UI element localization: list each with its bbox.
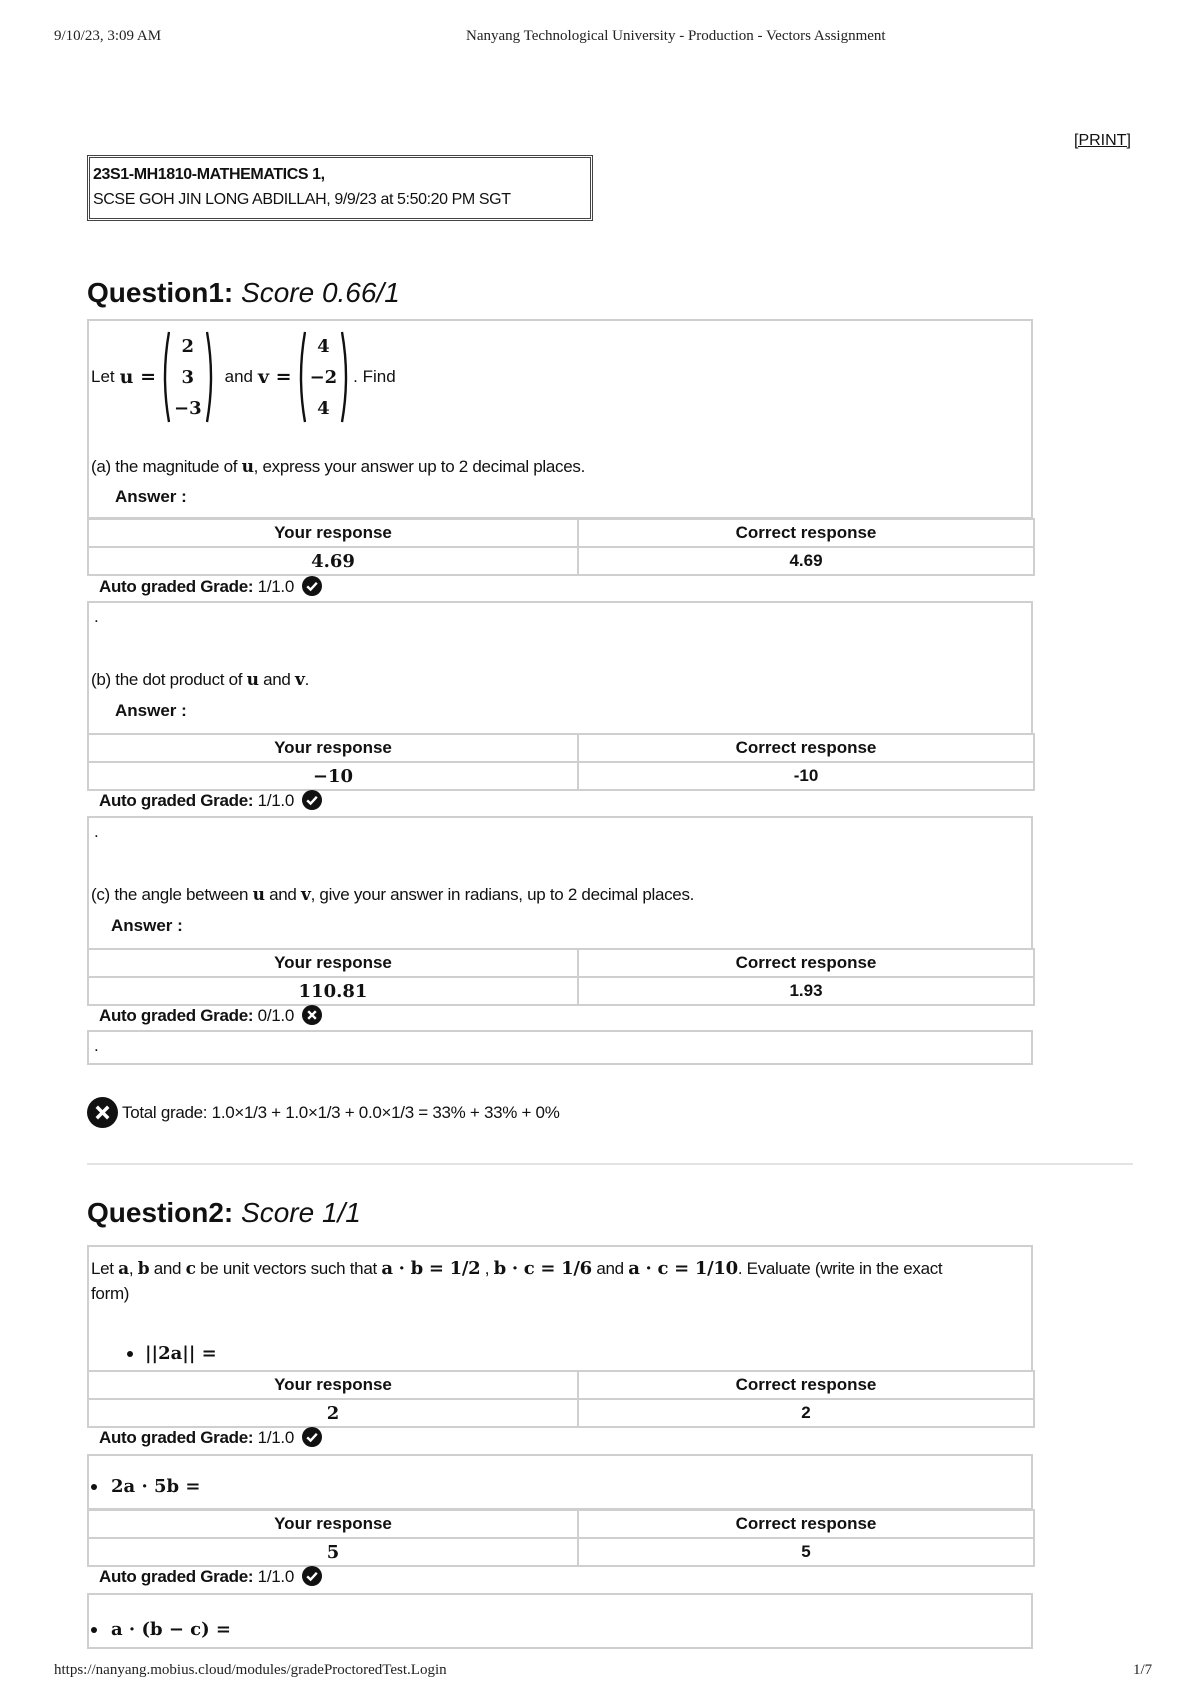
a-symbol: a	[118, 1259, 129, 1279]
check-circle-icon	[302, 1566, 322, 1586]
question2-part-3-expr	[91, 1619, 231, 1640]
question1-feedback-box	[87, 1030, 1033, 1065]
prompt-text: (b) the dot product of	[91, 670, 247, 689]
check-circle-icon	[302, 790, 322, 810]
your-response-header: Your response	[88, 519, 578, 547]
grade-value: 1/1.0	[257, 1567, 294, 1586]
bullet	[127, 1351, 133, 1357]
question1-part-b-prompt	[91, 670, 309, 690]
question2-part-1-box	[87, 1245, 1033, 1372]
x-circle-icon	[87, 1097, 118, 1128]
grade-label: Auto graded Grade:	[99, 1428, 254, 1447]
check-circle-icon	[302, 576, 322, 596]
student-info: SCSE GOH JIN LONG ABDILLAH, 9/9/23 at 5:50:20 PM SGT	[93, 191, 511, 208]
correct-response-header: Correct response	[578, 734, 1034, 762]
u-symbol: u =	[119, 366, 156, 388]
v-symbol: v =	[257, 366, 292, 388]
question2-intro	[91, 1258, 942, 1279]
prompt-text: . Evaluate (write in the exact	[737, 1259, 943, 1278]
u-symbol: u	[252, 885, 265, 905]
equation: b · c = 1/6	[493, 1258, 592, 1279]
print-link[interactable]: [PRINT]	[1074, 132, 1131, 149]
question-divider	[87, 1163, 1133, 1165]
dot-text: .	[94, 822, 99, 841]
v-vector-entry: 4	[317, 397, 330, 419]
your-response-header: Your response	[88, 1371, 578, 1399]
correct-response-header: Correct response	[578, 519, 1034, 547]
question2-part-1-expr	[127, 1343, 217, 1364]
course-info-box	[87, 155, 593, 221]
prompt-text: ,	[128, 1259, 138, 1278]
prompt-text: and	[264, 885, 301, 904]
u-vector-entry: 2	[181, 335, 195, 357]
prompt-text: Let	[91, 1259, 119, 1278]
question1-part-c-response-table	[87, 948, 1035, 1006]
v-vector	[296, 330, 352, 424]
question1-label: Question1:	[87, 277, 234, 308]
question1-part-c-box	[87, 816, 1033, 950]
question1-part-a-prompt	[91, 457, 585, 477]
your-response-value: 4.69	[88, 547, 578, 575]
u-vector-entry: 3	[181, 366, 195, 388]
question1-part-b-response-table	[87, 733, 1035, 791]
prompt-text: and	[149, 1259, 186, 1278]
grade-value: 0/1.0	[257, 1006, 294, 1025]
grade-label: Auto graded Grade:	[99, 1006, 254, 1025]
check-circle-icon	[302, 1427, 322, 1447]
print-datetime: 9/10/23, 3:09 AM	[54, 28, 162, 44]
intro-find: . Find	[353, 367, 396, 386]
answer-label: Answer :	[115, 487, 187, 506]
question1-part-a-response-table	[87, 518, 1035, 576]
bullet	[91, 1627, 97, 1633]
equation: a · c = 1/10	[628, 1258, 738, 1279]
grade-value: 1/1.0	[257, 577, 294, 596]
your-response-value: 2	[88, 1399, 578, 1427]
prompt-text: (a) the magnitude of	[91, 457, 242, 476]
grade-label: Auto graded Grade:	[99, 1567, 254, 1586]
question1-title	[87, 277, 400, 309]
c-symbol: c	[185, 1259, 196, 1279]
question2-part-3-box	[87, 1593, 1033, 1649]
expression: 2a · 5b =	[111, 1476, 201, 1497]
answer-label: Answer :	[115, 701, 187, 720]
question1-part-a-grade	[99, 576, 322, 597]
dot-text: .	[94, 1036, 99, 1055]
your-response-value: −10	[88, 762, 578, 790]
question2-score: Score 1/1	[241, 1197, 361, 1228]
correct-response-header: Correct response	[578, 1371, 1034, 1399]
prompt-text: and	[258, 670, 296, 689]
u-symbol: u	[241, 457, 254, 477]
question2-part-2-box	[87, 1454, 1033, 1510]
question2-part-2-response-table	[87, 1509, 1035, 1567]
equation: a · b = 1/2	[381, 1258, 481, 1279]
question2-part-1-response-table	[87, 1370, 1035, 1428]
course-code: 23S1-MH1810-MATHEMATICS 1,	[93, 166, 325, 183]
question1-score: Score 0.66/1	[241, 277, 400, 308]
intro-let: Let	[91, 367, 115, 386]
question2-label: Question2:	[87, 1197, 234, 1228]
print-page-number: 1/7	[1133, 1662, 1153, 1678]
correct-response-header: Correct response	[578, 1510, 1034, 1538]
v-symbol: v	[295, 670, 305, 690]
question2-part-1-grade	[99, 1427, 322, 1448]
expression: a · (b − c) =	[111, 1619, 232, 1640]
question2-part-2-expr	[91, 1476, 200, 1497]
answer-label: Answer :	[111, 916, 183, 935]
correct-response-value: 2	[578, 1399, 1034, 1427]
prompt-text: be unit vectors such that	[195, 1259, 382, 1278]
grade-label: Auto graded Grade:	[99, 577, 254, 596]
question2-title	[87, 1197, 361, 1229]
bullet	[91, 1484, 97, 1490]
question1-part-c-grade	[99, 1005, 322, 1026]
question2-intro-line2: form)	[91, 1284, 130, 1303]
your-response-header: Your response	[88, 949, 578, 977]
your-response-header: Your response	[88, 734, 578, 762]
v-vector-entry: −2	[309, 366, 338, 388]
grade-value: 1/1.0	[257, 1428, 294, 1447]
question1-intro	[91, 329, 396, 425]
correct-response-header: Correct response	[578, 949, 1034, 977]
grade-value: 1/1.0	[257, 791, 294, 810]
correct-response-value: 5	[578, 1538, 1034, 1566]
prompt-text: , give your answer in radians, up to 2 decimal places.	[310, 885, 695, 904]
question1-total-grade	[87, 1097, 560, 1128]
question2-part-2-grade	[99, 1566, 322, 1587]
u-vector	[160, 330, 216, 424]
intro-and: and	[224, 367, 253, 386]
b-symbol: b	[137, 1259, 150, 1279]
v-vector-entry: 4	[317, 335, 330, 357]
print-footer-url: https://nanyang.mobius.cloud/modules/gradeProctoredTest.Login	[54, 1662, 447, 1678]
question1-part-b-box	[87, 601, 1033, 735]
prompt-text: and	[591, 1259, 629, 1278]
your-response-header: Your response	[88, 1510, 578, 1538]
question1-part-c-prompt	[91, 885, 694, 905]
prompt-text: , express your answer up to 2 decimal places.	[253, 457, 586, 476]
total-grade-text: Total grade: 1.0×1/3 + 1.0×1/3 + 0.0×1/3 = 33% + 33% + 0%	[122, 1102, 560, 1122]
v-symbol: v	[301, 885, 311, 905]
correct-response-value: -10	[578, 762, 1034, 790]
x-circle-icon	[302, 1005, 322, 1025]
u-symbol: u	[246, 670, 259, 690]
prompt-text: ,	[480, 1259, 494, 1278]
grade-label: Auto graded Grade:	[99, 791, 254, 810]
print-page-title: Nanyang Technological University - Production - Vectors Assignment	[466, 28, 886, 44]
prompt-text: (c) the angle between	[91, 885, 253, 904]
correct-response-value: 4.69	[578, 547, 1034, 575]
your-response-value: 5	[88, 1538, 578, 1566]
expression: ||2a|| =	[145, 1343, 217, 1364]
u-vector-entry: −3	[174, 397, 202, 419]
dot-text: .	[94, 607, 99, 626]
your-response-value: 110.81	[88, 977, 578, 1005]
question1-part-a-box	[87, 319, 1033, 519]
question1-part-b-grade	[99, 790, 322, 811]
prompt-text: .	[304, 670, 310, 689]
correct-response-value: 1.93	[578, 977, 1034, 1005]
